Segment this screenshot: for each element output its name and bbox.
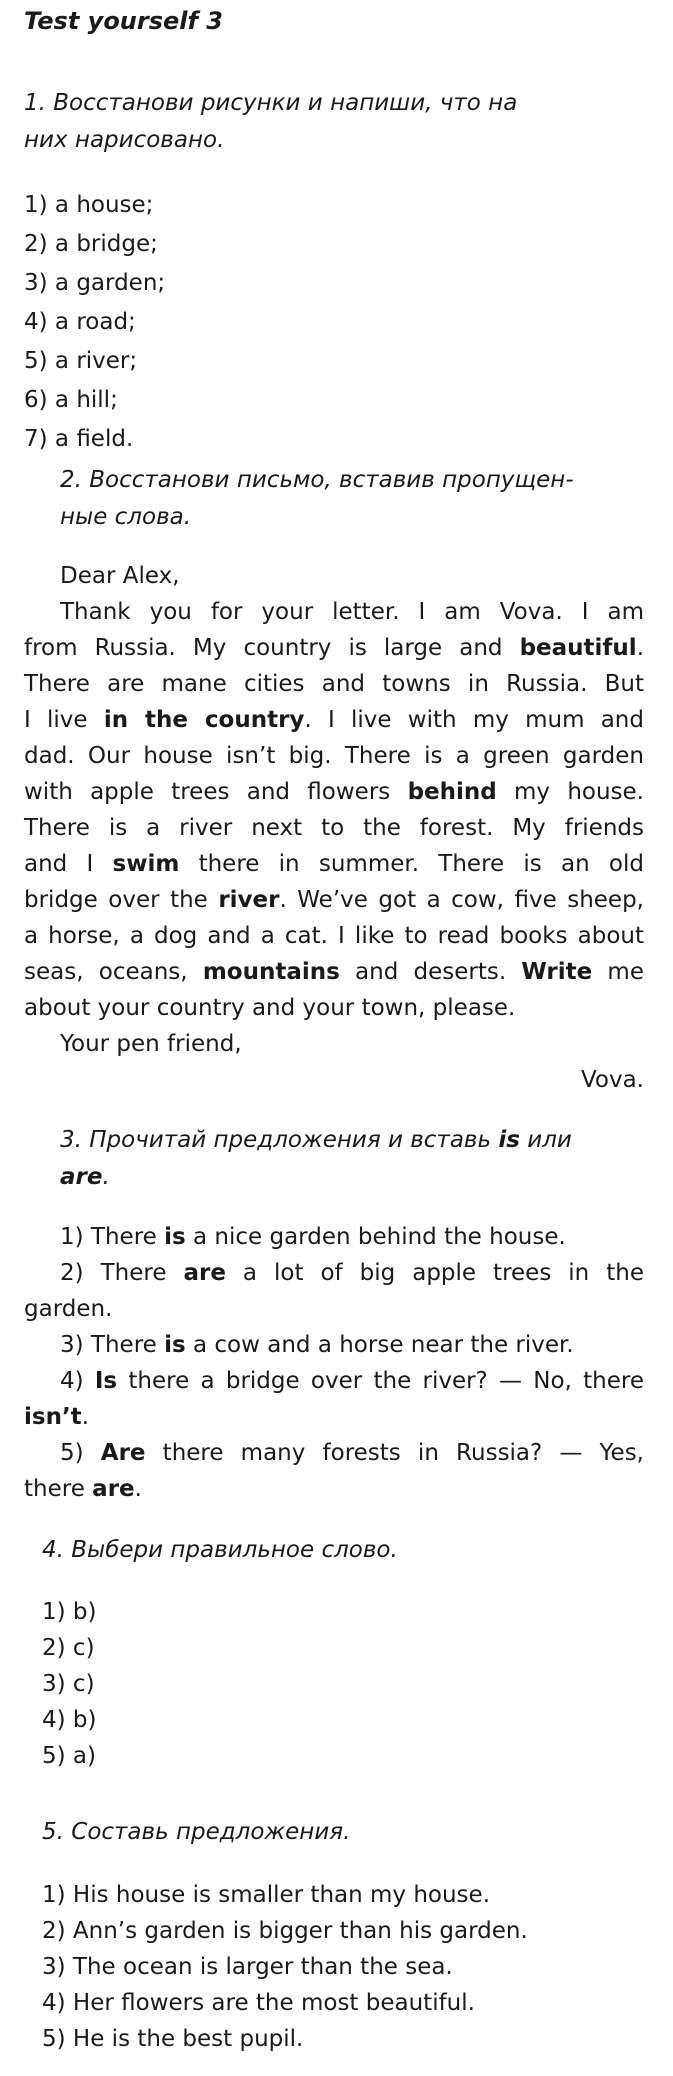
task4-answer: 3) c) bbox=[42, 1671, 95, 1697]
letter-line: dad. Our house isn’t big. There is a green garden bbox=[24, 743, 644, 769]
filled-word: mountains bbox=[202, 959, 340, 985]
task3-sentence: 5) Are there many forests in Russia? — Yes, bbox=[60, 1440, 644, 1466]
letter-line: I live in the country. I live with my mum and bbox=[24, 707, 644, 733]
letter-line: seas, oceans, mountains and deserts. Write me bbox=[24, 959, 644, 985]
keyword: are bbox=[60, 1164, 103, 1190]
filled-word: river bbox=[218, 887, 280, 913]
task5-answer: 3) The ocean is larger than the sea. bbox=[42, 1954, 453, 1980]
task1-answer: 2) a bridge; bbox=[24, 231, 158, 257]
filled-word: in the country bbox=[103, 707, 305, 733]
task3-sentence: 2) There are a lot of big apple trees in the bbox=[60, 1260, 644, 1286]
task2-instruction-line1: 2. Восстанови письмо, вставив пропущен- bbox=[60, 467, 574, 493]
task5-answer: 5) He is the best pupil. bbox=[42, 2026, 304, 2052]
task5-answer: 1) His house is smaller than my house. bbox=[42, 1882, 491, 1908]
letter-line: with apple trees and flowers behind my house. bbox=[24, 779, 644, 805]
task1-answer: 6) a hill; bbox=[24, 387, 118, 413]
filled-word: is bbox=[164, 1332, 186, 1358]
task1-instruction-line2: них нарисовано. bbox=[24, 127, 225, 153]
task1-instruction-line1: 1. Восстанови рисунки и напиши, что на bbox=[24, 90, 518, 116]
task1-answer: 5) a river; bbox=[24, 348, 138, 374]
letter-greeting: Dear Alex, bbox=[60, 563, 180, 589]
task1-answer: 3) a garden; bbox=[24, 270, 166, 296]
task5-answer: 2) Ann’s garden is bigger than his garden. bbox=[42, 1918, 528, 1944]
task3-sentence: 1) There is a nice garden behind the house. bbox=[60, 1224, 566, 1250]
filled-word: swim bbox=[112, 851, 180, 877]
filled-word: are bbox=[92, 1476, 135, 1502]
letter-closing: Your pen friend, bbox=[60, 1031, 242, 1057]
task5-answer: 4) Her flowers are the most beautiful. bbox=[42, 1990, 475, 2016]
filled-word: behind bbox=[407, 779, 497, 805]
filled-word: are bbox=[183, 1260, 226, 1286]
page-title: Test yourself 3 bbox=[24, 7, 224, 35]
letter-signature: Vova. bbox=[580, 1067, 644, 1093]
task4-answer: 4) b) bbox=[42, 1707, 97, 1733]
letter-line: and I swim there in summer. There is an old bbox=[24, 851, 644, 877]
task1-answer: 7) a field. bbox=[24, 426, 134, 452]
task3-sentence-cont: there are. bbox=[24, 1476, 142, 1502]
letter-line: There is a river next to the forest. My friends bbox=[24, 815, 644, 841]
filled-word: isn’t bbox=[24, 1404, 82, 1430]
filled-word: beautiful bbox=[519, 635, 637, 661]
task4-instruction: 4. Выбери правильное слово. bbox=[42, 1537, 398, 1563]
task3-sentence: 3) There is a cow and a horse near the river. bbox=[60, 1332, 574, 1358]
task3-sentence: 4) Is there a bridge over the river? — No, there bbox=[60, 1368, 644, 1394]
task3-instruction: 3. Прочитай предложения и вставь is или bbox=[60, 1127, 572, 1153]
task3-instruction-line2: are. bbox=[60, 1164, 110, 1190]
task4-answer: 2) c) bbox=[42, 1635, 95, 1661]
task4-answer: 1) b) bbox=[42, 1599, 97, 1625]
task4-answer: 5) a) bbox=[42, 1743, 96, 1769]
letter-line: from Russia. My country is large and beautiful. bbox=[24, 635, 644, 661]
task1-answer: 4) a road; bbox=[24, 309, 136, 335]
task2-instruction-line2: ные слова. bbox=[60, 504, 192, 530]
letter-line: bridge over the river. We’ve got a cow, five sheep, bbox=[24, 887, 644, 913]
task3-sentence-cont: isn’t. bbox=[24, 1404, 89, 1430]
filled-word: Write bbox=[521, 959, 593, 985]
task1-answer: 1) a house; bbox=[24, 192, 154, 218]
letter-line: Thank you for your letter. I am Vova. I am bbox=[60, 599, 644, 625]
keyword: is bbox=[498, 1127, 520, 1153]
filled-word: Is bbox=[94, 1368, 118, 1394]
letter-line: about your country and your town, please. bbox=[24, 995, 516, 1021]
task3-sentence-cont: garden. bbox=[24, 1296, 113, 1322]
filled-word: is bbox=[164, 1224, 186, 1250]
task5-instruction: 5. Составь предложения. bbox=[42, 1819, 351, 1845]
letter-line: a horse, a dog and a cat. I like to read books about bbox=[24, 923, 644, 949]
letter-line: There are mane cities and towns in Russia. But bbox=[24, 671, 644, 697]
filled-word: Are bbox=[100, 1440, 146, 1466]
